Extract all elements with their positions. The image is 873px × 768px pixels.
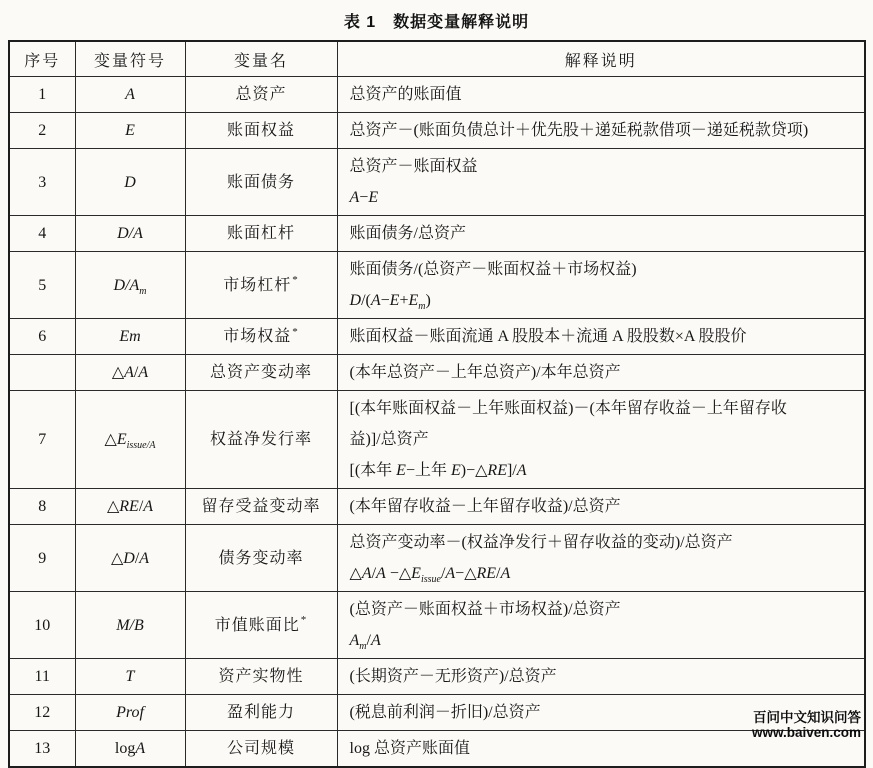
- table-row: [9, 216, 865, 252]
- table-row: [9, 525, 865, 592]
- cell-name: 资产实物性: [185, 659, 337, 695]
- explanation-line: [(本年 E−上年 E)−△RE]/A: [349, 462, 527, 479]
- asterisk-superscript: *: [292, 325, 299, 338]
- cell-num: 10: [9, 592, 75, 659]
- table-row: [9, 391, 865, 489]
- cell-explanation: [337, 525, 865, 592]
- explanation-line: $D/(A-E+E_m)$: [349, 292, 431, 313]
- explanation-line: 账面权益－账面流通 A 股股本＋流通 A 股股数×A 股股价: [349, 328, 747, 345]
- explanation-line: (长期资产－无形资产)/总资产: [349, 668, 557, 685]
- cell-explanation: [337, 216, 865, 252]
- cell-name: 账面权益: [185, 113, 337, 149]
- explanation-line: log 总资产账面值: [349, 740, 470, 757]
- cell-symbol: △A/A: [75, 355, 185, 391]
- cell-explanation: [337, 319, 865, 355]
- cell-name: 账面杠杆: [185, 216, 337, 252]
- cell-symbol: E: [75, 113, 185, 149]
- explanation-line: $A_m/A$: [349, 632, 381, 653]
- cell-explanation: [337, 113, 865, 149]
- table-row: [9, 731, 865, 768]
- cell-symbol: D/A: [75, 216, 185, 252]
- cell-symbol: M/B: [75, 592, 185, 659]
- header-row: [9, 41, 865, 77]
- cell-explanation: [337, 77, 865, 113]
- cell-symbol: A: [75, 77, 185, 113]
- cell-symbol: $D/A_m$: [75, 252, 185, 319]
- explanation-line: 账面债务/(总资产－账面权益＋市场权益): [349, 261, 637, 278]
- explanation-line: 总资产变动率－(权益净发行＋留存收益的变动)/总资产: [349, 534, 733, 551]
- table-row: [9, 355, 865, 391]
- cell-name: 市值账面比*: [185, 592, 337, 659]
- cell-num: 1: [9, 77, 75, 113]
- explanation-line: [(本年账面权益－上年账面权益)－(本年留存收益－上年留存收: [349, 400, 787, 417]
- cell-name: 公司规模: [185, 731, 337, 768]
- header-num: 序号: [9, 41, 75, 77]
- cell-name: 账面债务: [185, 149, 337, 216]
- watermark: [752, 710, 861, 740]
- cell-symbol: logA: [75, 731, 185, 768]
- table-row: [9, 695, 865, 731]
- table-body: [9, 77, 865, 768]
- cell-num: 5: [9, 252, 75, 319]
- cell-explanation: [337, 489, 865, 525]
- cell-symbol: △D/A: [75, 525, 185, 592]
- cell-name: 总资产: [185, 77, 337, 113]
- table-row: [9, 113, 865, 149]
- cell-symbol: T: [75, 659, 185, 695]
- table-title: 表 1 数据变量解释说明: [343, 14, 530, 31]
- table-row: [9, 252, 865, 319]
- cell-num: 11: [9, 659, 75, 695]
- explanation-line: (税息前利润－折旧)/总资产: [349, 704, 541, 721]
- explanation-line: △A/A $-\triangle E_{issue}/A-\triangle RE/A$: [349, 565, 511, 586]
- cell-name: 总资产变动率: [185, 355, 337, 391]
- cell-num: [9, 355, 75, 391]
- table-row: [9, 489, 865, 525]
- cell-symbol: D: [75, 149, 185, 216]
- cell-symbol: $\triangle E_{issue/A}$: [75, 391, 185, 489]
- explanation-line: (本年总资产－上年总资产)/本年总资产: [349, 364, 621, 381]
- cell-num: 4: [9, 216, 75, 252]
- cell-explanation: [337, 252, 865, 319]
- cell-symbol: △RE/A: [75, 489, 185, 525]
- cell-explanation: [337, 592, 865, 659]
- watermark-line1: 百问中文知识问答: [753, 710, 861, 725]
- asterisk-superscript: *: [300, 614, 308, 627]
- table-row: [9, 592, 865, 659]
- table-row: [9, 77, 865, 113]
- cell-explanation: [337, 149, 865, 216]
- explanation-line: 益)]/总资产: [349, 431, 429, 448]
- table-header: [9, 41, 865, 77]
- cell-num: 13: [9, 731, 75, 768]
- cell-num: 7: [9, 391, 75, 489]
- cell-num: 6: [9, 319, 75, 355]
- cell-name: 盈利能力: [185, 695, 337, 731]
- explanation-line: A−E: [349, 189, 379, 206]
- cell-name: 权益净发行率: [185, 391, 337, 489]
- cell-explanation: [337, 659, 865, 695]
- cell-num: 12: [9, 695, 75, 731]
- header-name: 变量名: [185, 41, 337, 77]
- cell-explanation: [337, 355, 865, 391]
- cell-num: 8: [9, 489, 75, 525]
- header-explanation: 解释说明: [337, 41, 865, 77]
- explanation-line: 账面债务/总资产: [349, 225, 466, 242]
- cell-name: 市场权益*: [185, 319, 337, 355]
- explanation-line: (总资产－账面权益＋市场权益)/总资产: [349, 601, 621, 618]
- cell-name: 债务变动率: [185, 525, 337, 592]
- explanation-line: (本年留存收益－上年留存收益)/总资产: [349, 498, 621, 515]
- table-row: [9, 149, 865, 216]
- cell-symbol: Prof: [75, 695, 185, 731]
- cell-explanation: [337, 391, 865, 489]
- cell-num: 9: [9, 525, 75, 592]
- explanation-line: 总资产－账面权益: [349, 158, 478, 175]
- explanation-line: 总资产的账面值: [349, 86, 462, 103]
- variables-table: [8, 40, 866, 768]
- asterisk-superscript: *: [292, 274, 299, 287]
- explanation-line: 总资产－(账面负债总计＋优先股＋递延税款借项－递延税款贷项): [349, 122, 809, 139]
- cell-name: 留存受益变动率: [185, 489, 337, 525]
- cell-name: 市场杠杆*: [185, 252, 337, 319]
- cell-num: 2: [9, 113, 75, 149]
- cell-num: 3: [9, 149, 75, 216]
- table-row: [9, 659, 865, 695]
- watermark-line2: www.baiven.com: [751, 725, 861, 740]
- cell-symbol: Em: [75, 319, 185, 355]
- table-row: [9, 319, 865, 355]
- header-symbol: 变量符号: [75, 41, 185, 77]
